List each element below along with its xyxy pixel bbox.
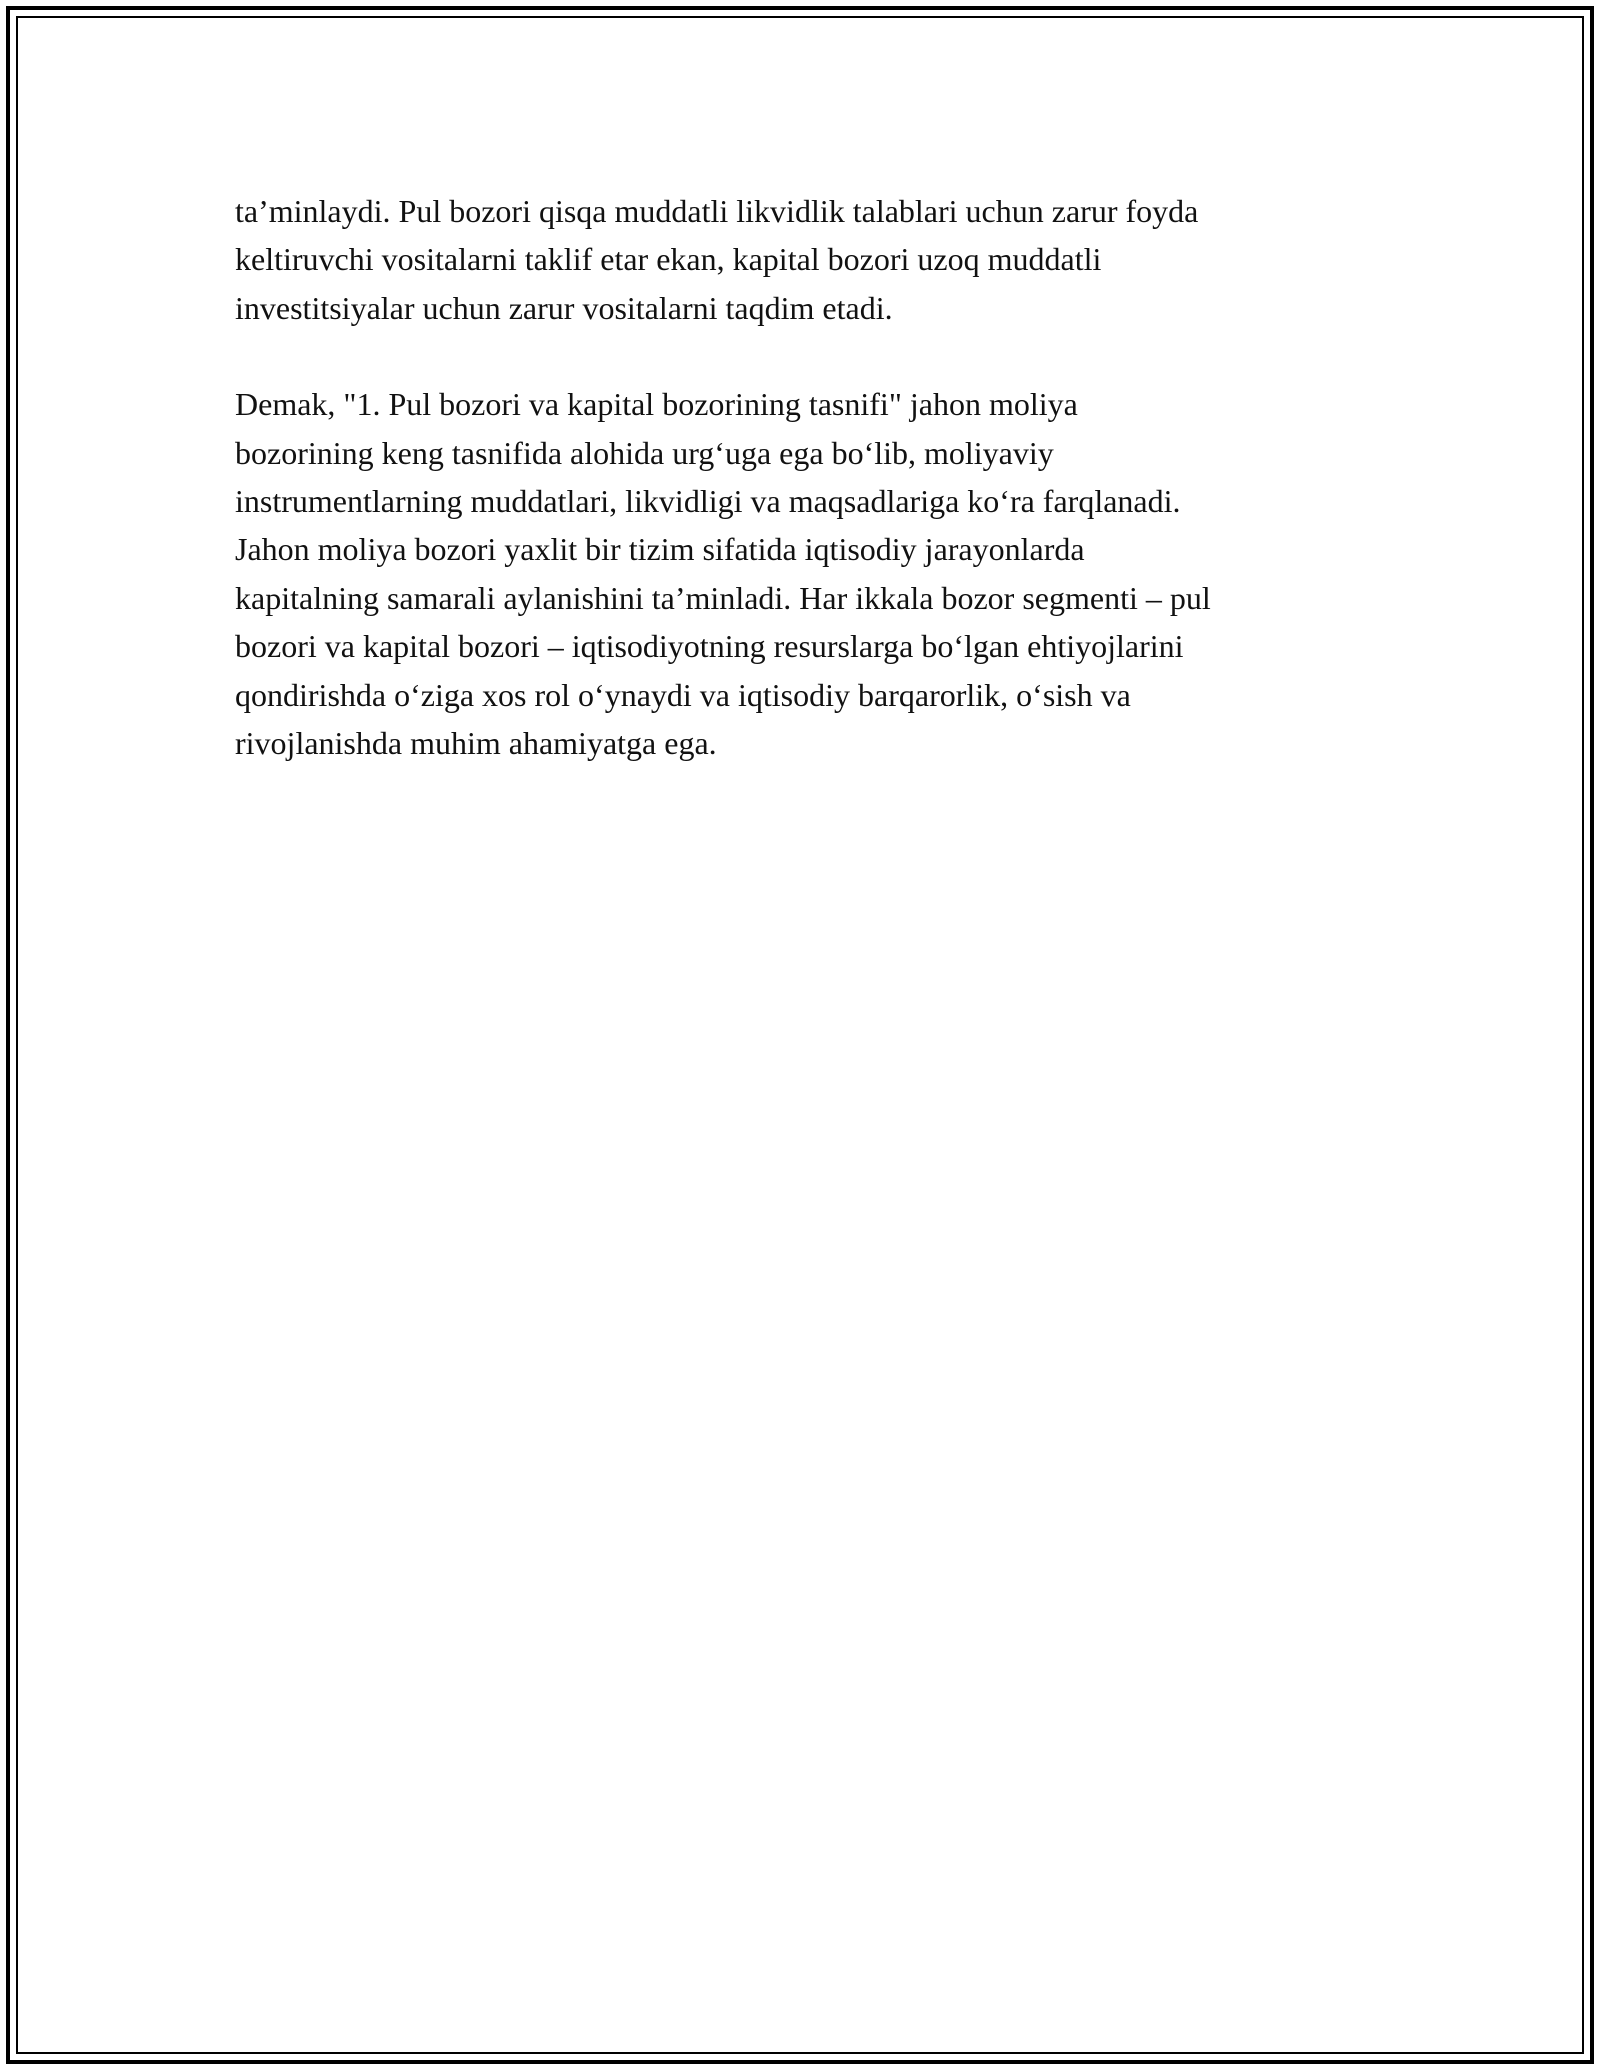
text-line: rivojlanishda muhim ahamiyatga ega. (235, 725, 717, 762)
text-line: instrumentlarning muddatlari, likvidligi va maqsadlariga ko‘ra farqlanadi. (235, 483, 1181, 520)
text-line: Jahon moliya bozori yaxlit bir tizim sifatida iqtisodiy jarayonlarda (235, 531, 1085, 568)
paragraph-2 (235, 380, 1365, 767)
text-line: kapitalning samarali aylanishini ta’minladi. Har ikkala bozor segmenti – pul (235, 579, 1211, 616)
text-line: ta’minlaydi. Pul bozori qisqa muddatli likvidlik talablari uchun zarur foyda (235, 193, 1199, 229)
document-body (235, 187, 1365, 767)
text-line: Demak, "1. Pul bozori va kapital bozorining tasnifi" jahon moliya (235, 386, 1078, 423)
paragraph-1 (235, 187, 1365, 332)
text-line: keltiruvchi vositalarni taklif etar ekan, kapital bozori uzoq muddatli (235, 241, 1102, 278)
text-line: investitsiyalar uchun zarur vositalarni taqdim etadi. (235, 289, 893, 326)
text-line: qondirishda o‘ziga xos rol o‘ynaydi va iqtisodiy barqarorlik, o‘sish va (235, 676, 1131, 713)
text-line: bozorining keng tasnifida alohida urg‘uga ega bo‘lib, moliyaviy (235, 434, 1054, 471)
text-line: bozori va kapital bozori – iqtisodiyotning resurslarga bo‘lgan ehtiyojlarini (235, 628, 1184, 665)
